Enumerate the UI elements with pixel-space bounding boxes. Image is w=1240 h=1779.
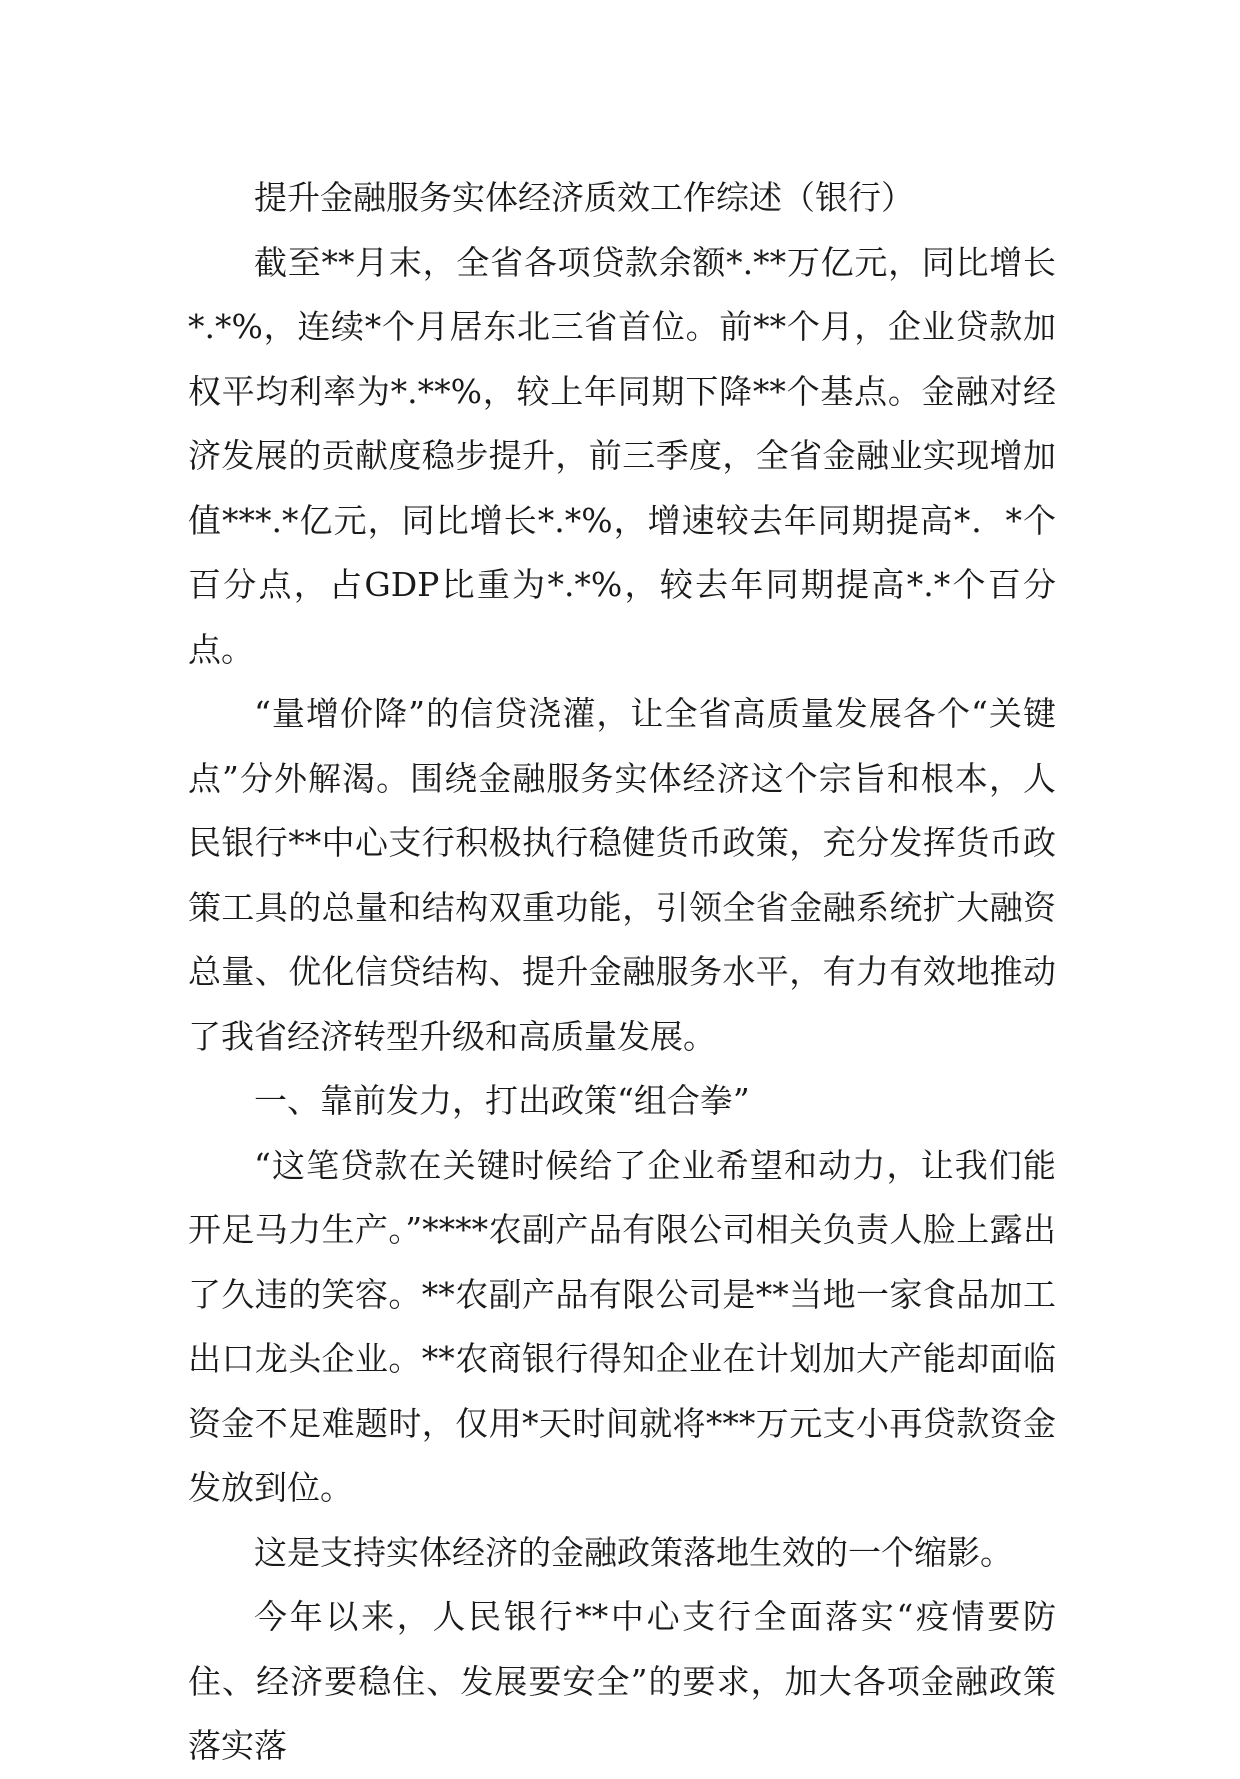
document-page [188,166,1056,1779]
section-heading: 一、靠前发力，打出政策“组合拳” [254,1081,750,1120]
paragraph-implementation: 今年以来，人民银行**中心支行全面落实“疫情要防住、经济要稳住、发展要安全”的要求，加大各项金融政策落实落 [188,1597,1056,1765]
paragraph-credit-policy: “量增价降”的信贷浇灌，让全省高质量发展各个“关键点”分外解渴。围绕金融服务实体经济这个宗旨和根本，人民银行**中心支行积极执行稳健货币政策，充分发挥货币政策工具的总量和结构双重功能，引领全省金融系统扩大融资总量、优化信贷结构、提升金融服务水平，有力有效地推动了我省经济转型升级和高质量发展。 [188,694,1056,1056]
document-title: 提升金融服务实体经济质效工作综述（银行） [254,178,914,217]
paragraph-policy-example: 这是支持实体经济的金融政策落地生效的一个缩影。 [254,1532,1013,1572]
paragraph-loan-summary: 截至**月末，全省各项贷款余额*.**万亿元，同比增长*.*%，连续*个月居东北三省首位。前**个月，企业贷款加权平均利率为*.**%，较上年同期下降**个基点。金融对经济发展的贡献度稳步提升，前三季度，全省金融业实现增加值***.*亿元，同比增长*.*%，增速较去年同期提高*．*个百分点，占GDP比重为*.*%，较去年同期提高*.*个百分点。 [188,242,1056,669]
paragraph-loan-story: “这笔贷款在关键时候给了企业希望和动力，让我们能开足马力生产。”****农副产品有限公司相关负责人脸上露出了久违的笑容。**农副产品有限公司是**当地一家食品加工出口龙头企业。**农商银行得知企业在计划加大产能却面临资金不足难题时，仅用*天时间就将***万元支小再贷款资金发放到位。 [188,1145,1056,1507]
